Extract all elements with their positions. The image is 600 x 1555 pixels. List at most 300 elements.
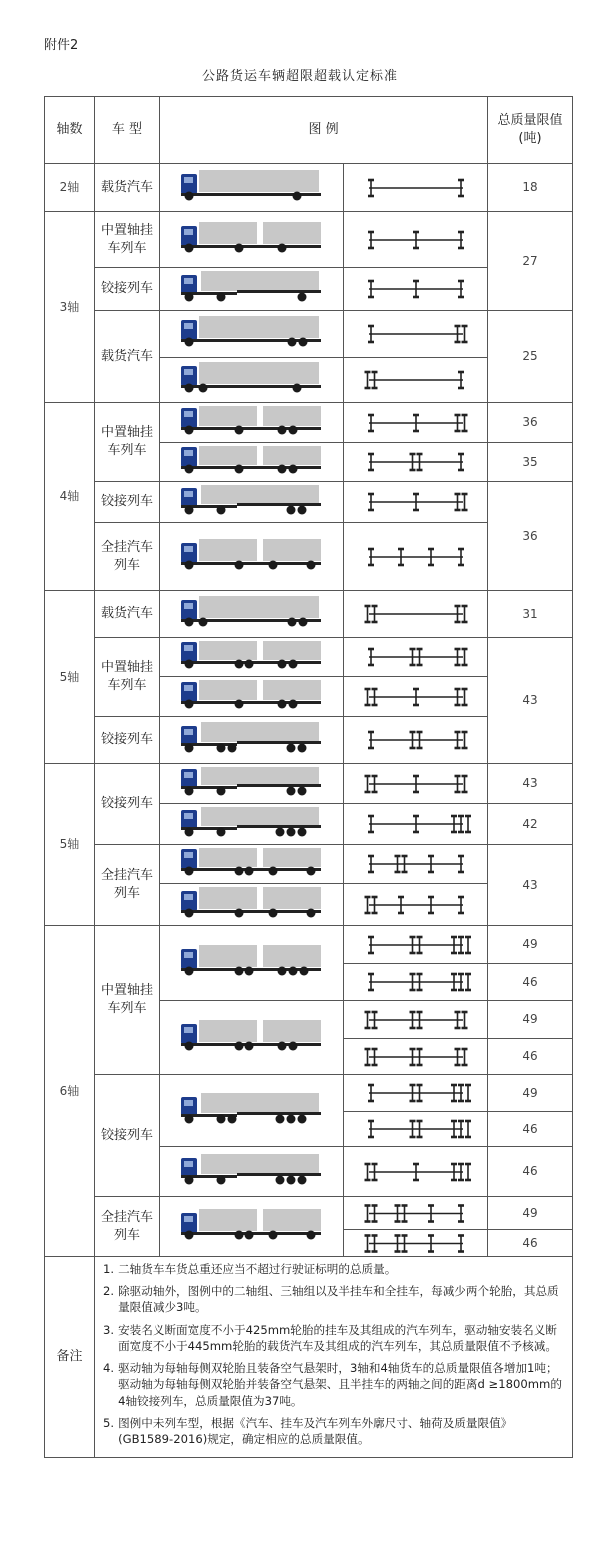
- table-row: [45, 764, 573, 804]
- truck-illustration: [177, 1209, 327, 1245]
- axle-diagram: [361, 891, 471, 919]
- picture-cell: [160, 804, 344, 845]
- table-row: [45, 638, 573, 677]
- axle-diagram: [361, 810, 471, 838]
- axle-diagram: [361, 448, 471, 476]
- axle-count: 5轴: [45, 591, 95, 764]
- mass-limit: 46: [488, 1230, 573, 1257]
- axle-diagram: [361, 726, 471, 754]
- wheel: [288, 464, 297, 473]
- axle-diagram: [361, 1200, 471, 1227]
- truck-illustration: [177, 807, 327, 842]
- wheel: [184, 293, 193, 302]
- picture-cell: [160, 403, 344, 443]
- diagram-cell: [344, 358, 488, 403]
- vehicle-type: 铰接列车: [95, 764, 160, 845]
- wheel: [286, 786, 295, 795]
- wheel: [277, 1041, 286, 1050]
- axle-diagram: [361, 931, 471, 959]
- truck-illustration: [177, 722, 327, 758]
- vehicle-type: 铰接列车: [95, 1075, 160, 1197]
- notes-cell: [95, 1257, 573, 1458]
- wheel: [286, 1175, 295, 1184]
- wheel: [277, 425, 286, 434]
- picture-cell: [160, 717, 344, 764]
- axle-count: 4轴: [45, 403, 95, 591]
- mass-limit: 49: [488, 926, 573, 964]
- header-type: 车 型: [95, 97, 160, 164]
- truck-body: [199, 848, 257, 867]
- header-axle: 轴数: [45, 97, 95, 164]
- table-row: [45, 164, 573, 212]
- wheel: [286, 744, 295, 753]
- wheel: [184, 744, 193, 753]
- trailer-frame: [237, 1173, 321, 1176]
- axle-diagram: [361, 488, 471, 516]
- truck-illustration: [177, 539, 327, 575]
- diagram-cell: [344, 311, 488, 358]
- wheel: [286, 827, 295, 836]
- mass-limit: 49: [488, 1197, 573, 1230]
- vehicle-type: 载货汽车: [95, 311, 160, 403]
- picture-cell: [160, 926, 344, 1001]
- vehicle-type: 中置轴挂车列车: [95, 212, 160, 268]
- axle-diagram: [361, 1006, 471, 1034]
- note-item: [103, 1360, 564, 1409]
- notes-row: [45, 1257, 573, 1458]
- semitrailer-body: [201, 1154, 319, 1174]
- chassis-frame: [181, 466, 321, 469]
- truck-illustration: [177, 406, 327, 440]
- wheel: [216, 1114, 225, 1123]
- axle-diagram: [361, 174, 471, 202]
- trailer-body: [263, 887, 321, 909]
- axle-diagram: [361, 1115, 471, 1143]
- wheel: [306, 866, 315, 875]
- cab-window: [184, 685, 193, 691]
- diagram-cell: [344, 591, 488, 638]
- chassis-frame: [181, 245, 321, 248]
- header-limit: 总质量限值 (吨): [488, 97, 573, 164]
- cab-window: [184, 952, 193, 958]
- trailer-body: [263, 446, 321, 465]
- header-picture: 图 例: [160, 97, 488, 164]
- wheel: [216, 744, 225, 753]
- table-row: [45, 1197, 573, 1230]
- cab-window: [184, 491, 193, 497]
- cargo-body: [199, 316, 319, 338]
- truck-body: [199, 1209, 257, 1231]
- picture-cell: [160, 845, 344, 884]
- wheel: [234, 866, 243, 875]
- wheel: [277, 659, 286, 668]
- chassis-frame: [181, 910, 321, 913]
- picture-cell: [160, 1001, 344, 1075]
- axle-diagram: [361, 366, 471, 394]
- truck-body: [199, 406, 257, 426]
- table-row: [45, 591, 573, 638]
- trailer-frame: [237, 503, 321, 506]
- axle-diagram: [361, 770, 471, 798]
- table-row: [45, 482, 573, 523]
- diagram-cell: [344, 926, 488, 964]
- picture-cell: [160, 638, 344, 677]
- vehicle-type: 铰接列车: [95, 268, 160, 311]
- mass-limit: 36: [488, 482, 573, 591]
- wheel: [184, 967, 193, 976]
- picture-cell: [160, 1075, 344, 1147]
- note-text: 安装名义断面宽度不小于425mm轮胎的挂车及其组成的汽车列车，驱动轴安装名义断面宽度不小于445mm轮胎的载货汽车及其组成的汽车列车，其总质量限值不予核减。: [118, 1322, 557, 1353]
- trailer-body: [263, 222, 321, 244]
- cab-window: [184, 411, 193, 417]
- cab-window: [184, 450, 193, 456]
- picture-cell: [160, 268, 344, 311]
- picture-cell: [160, 764, 344, 804]
- mass-limit: 18: [488, 164, 573, 212]
- vehicle-type: 全挂汽车列车: [95, 845, 160, 926]
- wheel: [297, 827, 306, 836]
- wheel: [216, 1175, 225, 1184]
- axle-count: 2轴: [45, 164, 95, 212]
- truck-illustration: [177, 848, 327, 881]
- wheel: [275, 827, 284, 836]
- wheel: [216, 786, 225, 795]
- mass-limit: 43: [488, 764, 573, 804]
- vehicle-type: 全挂汽车列车: [95, 523, 160, 591]
- wheel: [234, 908, 243, 917]
- diagram-cell: [344, 523, 488, 591]
- cab-window: [184, 323, 193, 329]
- wheel: [234, 243, 243, 252]
- table-header: [45, 97, 573, 164]
- wheel: [216, 505, 225, 514]
- wheel: [297, 293, 306, 302]
- wheel: [244, 1230, 253, 1239]
- wheel: [277, 464, 286, 473]
- document-label: 附件2: [44, 38, 79, 53]
- table-row: [45, 212, 573, 268]
- diagram-cell: [344, 1112, 488, 1147]
- standards-table: [44, 96, 573, 1458]
- semitrailer-body: [201, 722, 319, 742]
- wheel: [306, 560, 315, 569]
- wheel: [287, 338, 296, 347]
- wheel: [234, 464, 243, 473]
- mass-limit: 49: [488, 1001, 573, 1039]
- diagram-cell: [344, 804, 488, 845]
- wheel: [184, 425, 193, 434]
- wheel: [234, 425, 243, 434]
- diagram-cell: [344, 1197, 488, 1230]
- truck-body: [199, 539, 257, 561]
- axle-count: 3轴: [45, 212, 95, 403]
- wheel: [244, 1041, 253, 1050]
- mass-limit: 43: [488, 638, 573, 764]
- trailer-frame: [237, 825, 321, 828]
- wheel: [184, 786, 193, 795]
- wheel: [184, 338, 193, 347]
- picture-cell: [160, 164, 344, 212]
- mass-limit: 46: [488, 1039, 573, 1075]
- cab-window: [184, 852, 193, 858]
- cab-window: [184, 772, 193, 778]
- axle-diagram: [361, 1158, 471, 1186]
- cab-window: [184, 729, 193, 735]
- wheel: [234, 967, 243, 976]
- wheel: [184, 827, 193, 836]
- wheel: [184, 464, 193, 473]
- vehicle-type: 中置轴挂车列车: [95, 403, 160, 482]
- wheel: [184, 505, 193, 514]
- trailer-body: [263, 945, 321, 967]
- diagram-cell: [344, 482, 488, 523]
- picture-cell: [160, 1147, 344, 1197]
- wheel: [268, 866, 277, 875]
- wheel: [288, 699, 297, 708]
- trailer-body: [263, 1020, 321, 1042]
- truck-body: [199, 680, 257, 700]
- diagram-cell: [344, 403, 488, 443]
- cab-window: [184, 278, 193, 284]
- wheel: [297, 505, 306, 514]
- truck-illustration: [177, 1154, 327, 1190]
- wheel: [227, 1114, 236, 1123]
- axle-diagram: [361, 968, 471, 996]
- picture-cell: [160, 482, 344, 523]
- note-text: 除驱动轴外，图例中的二轴组、三轴组以及半挂车和全挂车，每减少两个轮胎，其总质量限值减少3吨。: [118, 1284, 559, 1315]
- picture-cell: [160, 677, 344, 717]
- diagram-cell: [344, 717, 488, 764]
- note-number: 3.: [103, 1322, 115, 1337]
- truck-illustration: [177, 362, 327, 398]
- table-row: [45, 403, 573, 443]
- wheel: [287, 618, 296, 627]
- wheel: [184, 659, 193, 668]
- picture-cell: [160, 443, 344, 482]
- cargo-body: [199, 596, 319, 618]
- truck-body: [199, 1020, 257, 1042]
- note-item: [103, 1261, 564, 1277]
- diagram-cell: [344, 212, 488, 268]
- vehicle-type: 铰接列车: [95, 482, 160, 523]
- cab-window: [184, 1100, 193, 1106]
- trailer-frame: [237, 784, 321, 787]
- wheel: [277, 699, 286, 708]
- wheel: [244, 967, 253, 976]
- picture-cell: [160, 1197, 344, 1257]
- diagram-cell: [344, 268, 488, 311]
- wheel: [234, 1041, 243, 1050]
- cab-window: [184, 177, 193, 183]
- wheel: [297, 1114, 306, 1123]
- vehicle-type: 中置轴挂车列车: [95, 926, 160, 1075]
- wheel: [268, 908, 277, 917]
- truck-illustration: [177, 316, 327, 352]
- wheel: [234, 1230, 243, 1239]
- trailer-body: [263, 680, 321, 700]
- diagram-cell: [344, 884, 488, 926]
- wheel: [184, 618, 193, 627]
- axle-diagram: [361, 543, 471, 571]
- trailer-body: [263, 848, 321, 867]
- note-item: [103, 1283, 564, 1315]
- axle-diagram: [361, 600, 471, 628]
- wheel: [184, 1041, 193, 1050]
- truck-illustration: [177, 446, 327, 479]
- wheel: [184, 908, 193, 917]
- notes-label: 备注: [45, 1257, 95, 1458]
- axle-count: 6轴: [45, 926, 95, 1257]
- truck-body: [199, 641, 257, 660]
- wheel: [306, 1230, 315, 1239]
- wheel: [277, 243, 286, 252]
- semitrailer-body: [201, 271, 319, 291]
- cab-window: [184, 1161, 193, 1167]
- vehicle-type: 载货汽车: [95, 591, 160, 638]
- wheel: [227, 744, 236, 753]
- wheel: [268, 1230, 277, 1239]
- trailer-body: [263, 406, 321, 426]
- note-number: 4.: [103, 1361, 115, 1376]
- trailer-frame: [237, 741, 321, 744]
- vehicle-type: 铰接列车: [95, 717, 160, 764]
- mass-limit: 49: [488, 1075, 573, 1112]
- wheel: [184, 1114, 193, 1123]
- mass-limit: 46: [488, 1147, 573, 1197]
- wheel: [198, 384, 207, 393]
- wheel: [216, 827, 225, 836]
- diagram-cell: [344, 1230, 488, 1257]
- semitrailer-body: [201, 485, 319, 504]
- wheel: [299, 967, 308, 976]
- table-row: [45, 926, 573, 964]
- axle-diagram: [361, 226, 471, 254]
- mass-limit: 25: [488, 311, 573, 403]
- cab-window: [184, 369, 193, 375]
- picture-cell: [160, 311, 344, 358]
- axle-diagram: [361, 1079, 471, 1107]
- cab-window: [184, 546, 193, 552]
- diagram-cell: [344, 638, 488, 677]
- diagram-cell: [344, 1001, 488, 1039]
- vehicle-type: 中置轴挂车列车: [95, 638, 160, 717]
- wheel: [184, 560, 193, 569]
- trailer-body: [263, 539, 321, 561]
- truck-illustration: [177, 641, 327, 674]
- mass-limit: 35: [488, 443, 573, 482]
- picture-cell: [160, 212, 344, 268]
- wheel: [234, 560, 243, 569]
- truck-illustration: [177, 271, 327, 307]
- mass-limit: 31: [488, 591, 573, 638]
- semitrailer-body: [201, 807, 319, 826]
- diagram-cell: [344, 764, 488, 804]
- diagram-cell: [344, 845, 488, 884]
- wheel: [292, 384, 301, 393]
- chassis-frame: [181, 427, 321, 430]
- wheel: [184, 866, 193, 875]
- wheel: [184, 1230, 193, 1239]
- truck-illustration: [177, 596, 327, 632]
- wheel: [234, 699, 243, 708]
- truck-body: [199, 446, 257, 465]
- trailer-frame: [237, 1112, 321, 1115]
- wheel: [184, 699, 193, 708]
- wheel: [216, 293, 225, 302]
- truck-illustration: [177, 1093, 327, 1129]
- cab-window: [184, 1216, 193, 1222]
- trailer-body: [263, 1209, 321, 1231]
- truck-illustration: [177, 170, 327, 206]
- cab-window: [184, 229, 193, 235]
- wheel: [306, 908, 315, 917]
- cab-window: [184, 894, 193, 900]
- page-title: 公路货运车辆超限超载认定标准: [201, 69, 398, 84]
- diagram-cell: [344, 1075, 488, 1112]
- wheel: [286, 1114, 295, 1123]
- wheel: [298, 338, 307, 347]
- diagram-cell: [344, 164, 488, 212]
- table-row: [45, 1075, 573, 1112]
- axle-diagram: [361, 1233, 471, 1254]
- mass-limit: 43: [488, 845, 573, 926]
- wheel: [184, 191, 193, 200]
- wheel: [298, 618, 307, 627]
- note-item: [103, 1415, 564, 1447]
- wheel: [288, 967, 297, 976]
- picture-cell: [160, 591, 344, 638]
- truck-illustration: [177, 1020, 327, 1056]
- picture-cell: [160, 523, 344, 591]
- cab-window: [184, 1027, 193, 1033]
- wheel: [184, 1175, 193, 1184]
- mass-limit: 27: [488, 212, 573, 311]
- note-item: [103, 1322, 564, 1354]
- cab-window: [184, 645, 193, 651]
- truck-body: [199, 945, 257, 967]
- trailer-body: [263, 641, 321, 660]
- truck-illustration: [177, 945, 327, 981]
- wheel: [275, 1114, 284, 1123]
- wheel: [288, 659, 297, 668]
- mass-limit: 46: [488, 964, 573, 1001]
- wheel: [234, 659, 243, 668]
- truck-illustration: [177, 680, 327, 714]
- semitrailer-body: [201, 767, 319, 785]
- diagram-cell: [344, 677, 488, 717]
- truck-body: [199, 887, 257, 909]
- diagram-cell: [344, 443, 488, 482]
- axle-diagram: [361, 850, 471, 878]
- note-text: 驱动轴为每轴每侧双轮胎且装备空气悬架时，3轴和4轴货车的总质量限值各增加1吨；驱动轴为每轴每侧双轮胎并装备空气悬架、且半挂车的两轴之间的距离d ≥1800mm的4轴铰接列车，总质量限值为37吨。: [118, 1361, 562, 1408]
- axle-diagram: [361, 683, 471, 711]
- mass-limit: 46: [488, 1112, 573, 1147]
- wheel: [198, 618, 207, 627]
- chassis-frame: [181, 562, 321, 565]
- diagram-cell: [344, 1039, 488, 1075]
- chassis-frame: [181, 701, 321, 704]
- vehicle-type: 全挂汽车列车: [95, 1197, 160, 1257]
- diagram-cell: [344, 1147, 488, 1197]
- wheel: [184, 243, 193, 252]
- note-text: 二轴货车车货总重还应当不超过行驶证标明的总质量。: [118, 1262, 397, 1276]
- wheel: [275, 1175, 284, 1184]
- diagram-cell: [344, 964, 488, 1001]
- wheel: [297, 1175, 306, 1184]
- axle-diagram: [361, 1043, 471, 1071]
- wheel: [297, 786, 306, 795]
- vehicle-type: 载货汽车: [95, 164, 160, 212]
